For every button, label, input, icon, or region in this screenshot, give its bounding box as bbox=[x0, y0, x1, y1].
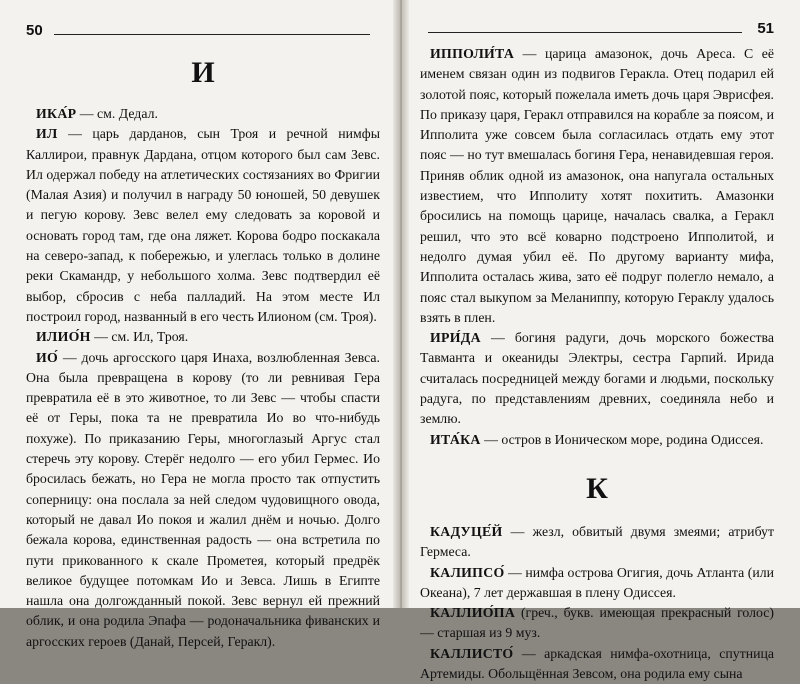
entry-text: (греч., букв. имеющая прекрасный голос) — старшая из 9 муз. bbox=[420, 605, 774, 641]
entry-headword: ИЛ bbox=[36, 126, 58, 142]
entry-text: — царь дарданов, сын Троя и речной нимфы Каллирои, правнук Дардана, отцом которого был сам Зевс. Ил одержал победу на атлетических состязаниях во Фригии (Малая Азия) и получил в награду 50 юношей, 50 девушек и пегую корову. Зевс велел ему следовать за коровой и основать город там, где она ляжет. Корова бодро поскакала на северо-запад, к побережью, и улеглась только в долине реки Скамандр, у небольшого холма. Зевс подтвердил её выбор, сбросив с неба палладий. На этом месте Ил построил город, названный в его честь Илионом (см. Троя). bbox=[26, 126, 380, 324]
entry-headword: ИТА́КА bbox=[430, 431, 481, 447]
entry-text: — жезл, обвитый двумя змеями; атрибут Гермеса. bbox=[420, 523, 774, 560]
dictionary-entry bbox=[26, 124, 380, 327]
entry-headword: КАЛИПСО́ bbox=[430, 564, 505, 580]
entry-headword: ИКА́Р bbox=[36, 106, 77, 121]
page-number-left: 50 bbox=[26, 22, 43, 39]
entry-text: — дочь аргосского царя Инаха, возлюбленная Зевса. Она была превращена в корову (то ли ревнивая Гера превратила её в это животное, то ли Зевс — чтобы спасти её от Геры, пока та не превратила Ио во что-нибудь похуже). По приказанию Геры, многоглазый Аргус стал стеречь эту корову. Стерёг недолго — его убил Гермес. Ио бросилась бежать, но Гера не могла просто так отпустить соперницу: она послала за ней следом чудовищного овода, который не давал Ио покоя и жалил днём и ночью. Долго бежала корова, единственная радость — она встретила по пути прикованного к скале Прометея, который предрёк великое будущее потомкам Ио и Зевса. Лишь в Египте нашла она долгожданный покой. Зевс вернул ей прежний облик, и она родила Эпафа — родоначальника фиванских и аргосских героев (Данай, Персей, Геракл). bbox=[26, 349, 380, 649]
entry-headword: ИППОЛИ́ТА bbox=[430, 46, 515, 61]
entry-text: — богиня радуги, дочь морского божества Тавманта и океаниды Электры, сестра Гарпий. Ирида считалась посредницей между богами и людьми, поскольку радуга, по представлениям древних, соединяла небо и землю. bbox=[420, 330, 774, 427]
dictionary-entry bbox=[26, 327, 380, 347]
book-gutter bbox=[393, 0, 409, 608]
dictionary-entry bbox=[26, 348, 380, 652]
header-rule-right bbox=[428, 32, 742, 33]
dictionary-entry bbox=[420, 644, 774, 684]
dictionary-entry bbox=[420, 328, 774, 429]
running-head-right bbox=[420, 20, 774, 44]
entry-text: — нимфа острова Огигия, дочь Атланта (или Океана), 7 лет державшая в плену Одиссея. bbox=[420, 564, 774, 600]
entry-headword: ИО́ bbox=[36, 349, 59, 365]
dictionary-entry bbox=[420, 563, 774, 604]
running-head-left bbox=[26, 22, 380, 46]
entry-headword: КАЛЛИСТО́ bbox=[430, 645, 514, 661]
entry-text: — царица амазонок, дочь Ареса. С её именем связан один из подвигов Геракла. Отец подарил ей золотой пояс, который пожелала иметь дочь царя Эврисфея. По приказу царя, Геракл отправился на корабле за поясом, и Ипполита уже совсем была согласилась отдать ему этот пояс — но тут вмешалась богиня Гера, ненавидевшая героя. Приняв облик одной из амазонок, она напугала остальных известием, что Ипполиту хотят похитить. Амазонки бросились на помощь царице, началась свалка, а Геракл решил, что это всё коварно подстроено Ипполитой, и недолго думая убил её. По другому варианту мифа, Ипполита осталась жива, зато её подруг полегло немало, а пояс стал выкупом за Меланиппу, которую Гераклу удалось взять в плен. bbox=[420, 46, 774, 325]
dictionary-entry bbox=[26, 104, 380, 124]
dictionary-entry bbox=[420, 522, 774, 563]
entry-text: — аркадская нимфа-охотница, спутница Артемиды. Обольщённая Зевсом, она родила ему сына bbox=[420, 645, 774, 682]
page-number-right: 51 bbox=[757, 20, 774, 37]
entry-text: — см. Ил, Троя. bbox=[90, 329, 189, 345]
dictionary-entry bbox=[420, 44, 774, 328]
dictionary-entry bbox=[420, 603, 774, 644]
entry-headword: ИЛИО́Н bbox=[36, 329, 91, 345]
entry-text: — см. Дедал. bbox=[76, 106, 158, 121]
right-page bbox=[400, 0, 800, 682]
entry-text: — остров в Ионическом море, родина Одиссея. bbox=[480, 431, 764, 447]
header-rule-left bbox=[54, 34, 370, 35]
section-letter-k: К bbox=[586, 471, 608, 505]
section-letter-i: И bbox=[191, 56, 215, 89]
entry-headword: КАЛЛИО́ПА bbox=[430, 605, 516, 621]
dictionary-entry bbox=[420, 430, 774, 450]
entry-headword: КАДУЦЕ́Й bbox=[430, 523, 503, 539]
entry-headword: ИРИ́ДА bbox=[430, 330, 481, 346]
left-page bbox=[0, 0, 400, 649]
